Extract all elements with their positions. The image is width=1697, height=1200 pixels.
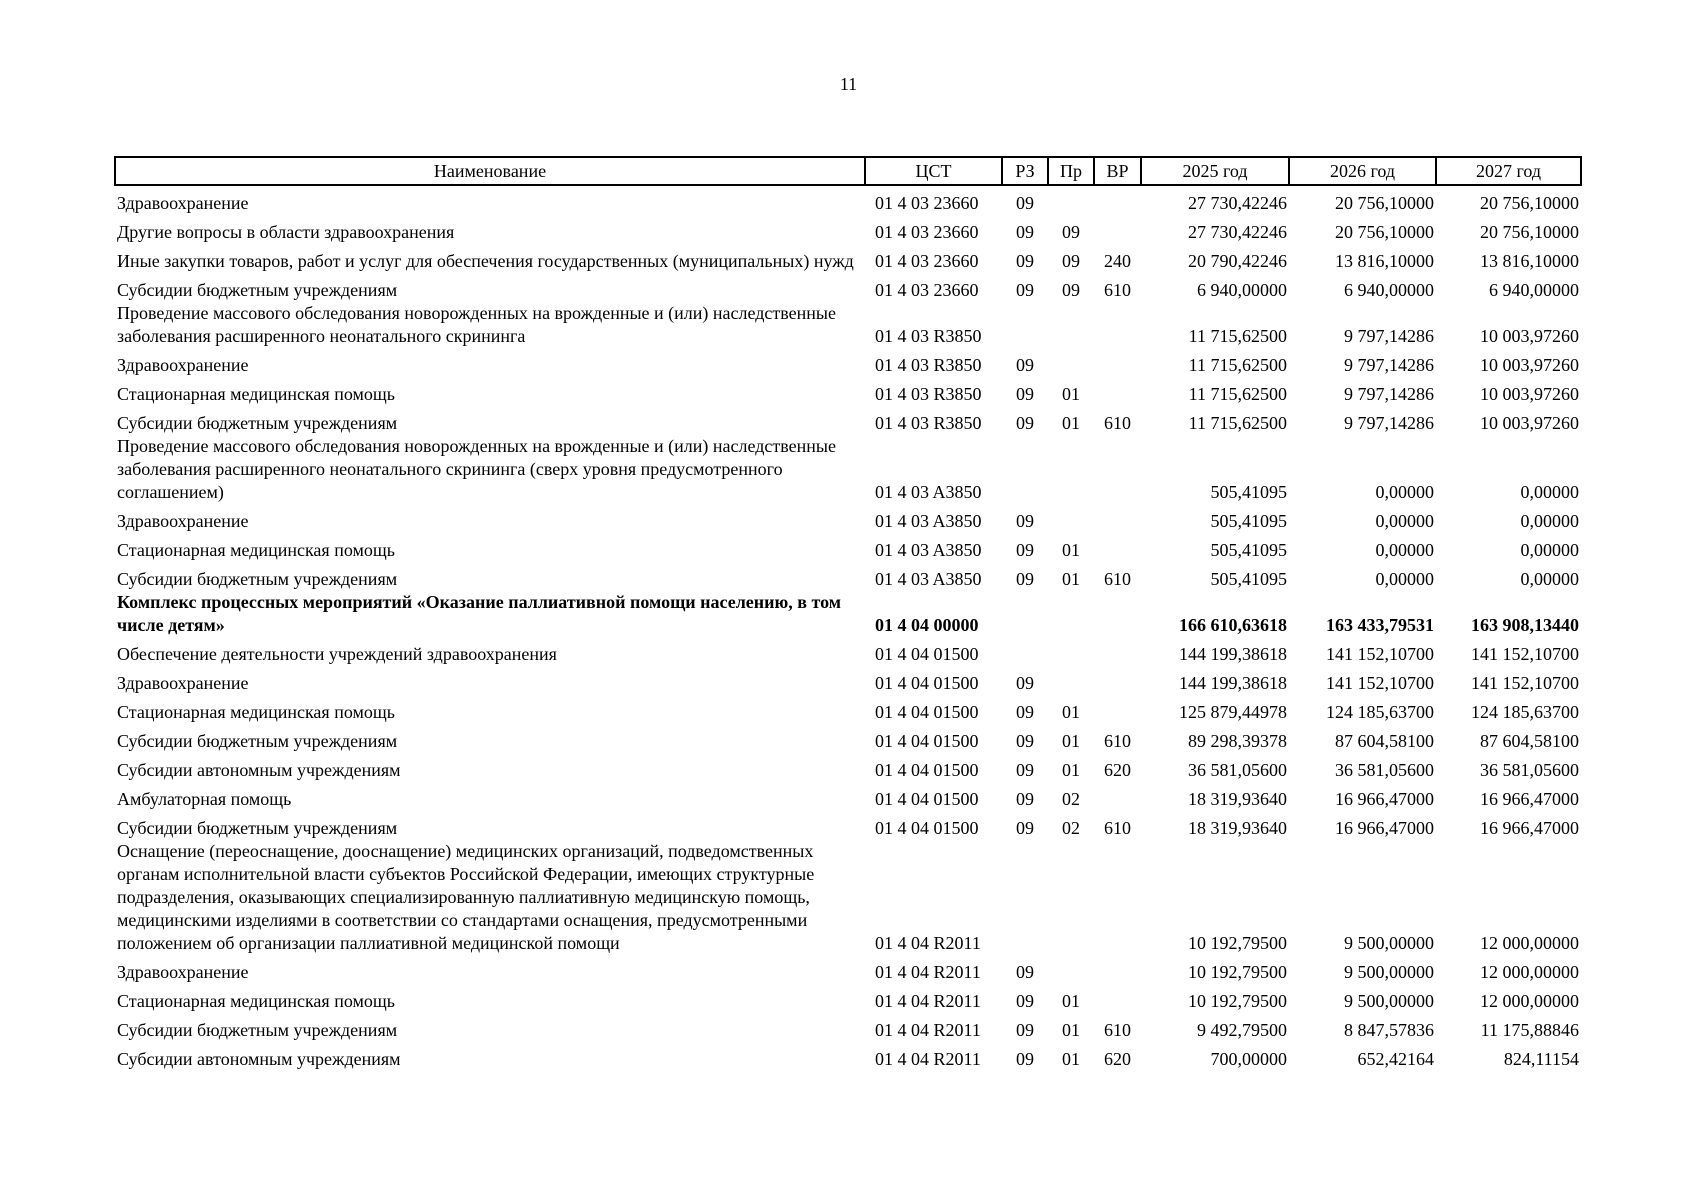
table-row	[115, 244, 1581, 273]
row-cst: 01 4 03 R3850	[875, 413, 982, 433]
row-rz: 09	[1016, 355, 1034, 375]
page-number: 11	[839, 74, 858, 94]
row-2026: 163 433,79531	[1326, 615, 1434, 635]
row-2025: 6 940,00000	[1197, 280, 1287, 300]
row-2025: 10 192,79500	[1188, 991, 1287, 1011]
row-2026: 9 500,00000	[1344, 962, 1434, 982]
row-name: Стационарная медицинская помощь	[117, 540, 395, 560]
row-2027: 6 940,00000	[1489, 280, 1579, 300]
row-2025: 505,41095	[1210, 482, 1287, 502]
row-rz: 09	[1016, 991, 1034, 1011]
row-2027: 11 175,88846	[1480, 1020, 1579, 1040]
row-2027: 824,11154	[1503, 1049, 1579, 1069]
row-cst: 01 4 04 R2011	[875, 962, 981, 982]
row-2027: 16 966,47000	[1480, 818, 1579, 838]
row-name: Субсидии автономным учреждениям	[117, 1049, 401, 1069]
row-cst: 01 4 03 23660	[875, 251, 979, 271]
row-2027: 0,00000	[1520, 482, 1579, 502]
row-vr	[1094, 955, 1141, 984]
row-name: Стационарная медицинская помощь	[117, 384, 395, 404]
row-rz: 09	[1016, 251, 1034, 271]
row-2026: 0,00000	[1375, 540, 1434, 560]
row-2027: 16 966,47000	[1480, 789, 1579, 809]
row-rz: 09	[1016, 280, 1034, 300]
row-cst: 01 4 03 A3850	[875, 482, 982, 502]
table-row	[115, 1042, 1581, 1071]
row-2026: 16 966,47000	[1335, 789, 1434, 809]
table-row	[115, 753, 1581, 782]
row-2026: 9 797,14286	[1344, 384, 1434, 404]
row-name: Субсидии бюджетным учреждениям	[117, 1020, 398, 1040]
row-2025: 36 581,05600	[1188, 760, 1287, 780]
table-row	[115, 955, 1581, 984]
row-rz: 09	[1016, 413, 1034, 433]
row-2025: 18 319,93640	[1188, 789, 1287, 809]
row-rz: 09	[1016, 673, 1034, 693]
row-name: Здравоохранение	[117, 193, 249, 213]
row-2026: 0,00000	[1375, 482, 1434, 502]
row-2025: 505,41095	[1210, 511, 1287, 531]
row-pr: 01	[1062, 760, 1080, 780]
row-2025: 144 199,38618	[1179, 644, 1287, 664]
row-vr	[1094, 840, 1141, 955]
table-header-row	[115, 157, 1581, 185]
row-pr	[1048, 348, 1094, 377]
row-pr: 01	[1062, 991, 1080, 1011]
table-row	[115, 302, 1581, 348]
row-vr	[1094, 348, 1141, 377]
row-vr	[1094, 695, 1141, 724]
row-2027: 20 756,10000	[1480, 222, 1579, 242]
row-rz: 09	[1016, 702, 1034, 722]
table-row	[115, 811, 1581, 840]
row-vr	[1094, 637, 1141, 666]
row-2026: 13 816,10000	[1335, 251, 1434, 271]
row-name: Здравоохранение	[117, 673, 249, 693]
row-name: Проведение массового обследования новорожденных на врожденные и (или) наследственные заболевания расширенного неонатального скрининга	[117, 303, 836, 346]
row-pr	[1048, 840, 1094, 955]
row-cst: 01 4 04 00000	[875, 615, 979, 635]
row-vr	[1094, 504, 1141, 533]
row-rz	[1002, 591, 1048, 637]
row-vr: 610	[1104, 731, 1131, 751]
row-pr: 01	[1062, 540, 1080, 560]
row-name: Стационарная медицинская помощь	[117, 991, 395, 1011]
row-2026: 9 797,14286	[1344, 326, 1434, 346]
row-vr: 610	[1104, 818, 1131, 838]
row-2027: 87 604,58100	[1480, 731, 1579, 751]
row-cst: 01 4 04 01500	[875, 760, 979, 780]
table-row	[115, 591, 1581, 637]
row-2025: 27 730,42246	[1188, 193, 1287, 213]
header-vr: ВР	[1094, 157, 1141, 185]
row-cst: 01 4 04 R2011	[875, 1049, 981, 1069]
row-2026: 20 756,10000	[1335, 193, 1434, 213]
row-pr	[1048, 302, 1094, 348]
table-row	[115, 1013, 1581, 1042]
row-2027: 13 816,10000	[1480, 251, 1579, 271]
row-2025: 11 715,62500	[1188, 384, 1287, 404]
row-2026: 141 152,10700	[1326, 644, 1434, 664]
row-name: Субсидии бюджетным учреждениям	[117, 280, 398, 300]
table-row	[115, 695, 1581, 724]
row-2025: 27 730,42246	[1188, 222, 1287, 242]
row-2027: 0,00000	[1520, 511, 1579, 531]
row-2025: 20 790,42246	[1188, 251, 1287, 271]
header-2025: 2025 год	[1141, 157, 1289, 185]
table-row	[115, 840, 1581, 955]
row-2026: 9 500,00000	[1344, 933, 1434, 953]
row-cst: 01 4 04 R2011	[875, 933, 981, 953]
row-rz: 09	[1016, 1020, 1034, 1040]
row-2027: 10 003,97260	[1480, 413, 1579, 433]
row-vr: 610	[1104, 1020, 1131, 1040]
row-2027: 163 908,13440	[1471, 615, 1579, 635]
table-row	[115, 273, 1581, 302]
header-2026: 2026 год	[1289, 157, 1436, 185]
budget-table	[114, 156, 1582, 1071]
table-row	[115, 504, 1581, 533]
row-vr	[1094, 782, 1141, 811]
row-cst: 01 4 03 23660	[875, 222, 979, 242]
row-name: Субсидии бюджетным учреждениям	[117, 413, 398, 433]
row-vr	[1094, 215, 1141, 244]
table-row	[115, 348, 1581, 377]
row-vr	[1094, 984, 1141, 1013]
row-name: Субсидии бюджетным учреждениям	[117, 731, 398, 751]
row-vr: 610	[1104, 569, 1131, 589]
row-2025: 11 715,62500	[1188, 326, 1287, 346]
row-name: Другие вопросы в области здравоохранения	[117, 222, 455, 242]
row-2027: 10 003,97260	[1480, 355, 1579, 375]
row-2025: 125 879,44978	[1179, 702, 1287, 722]
row-rz: 09	[1016, 384, 1034, 404]
row-2025: 10 192,79500	[1188, 962, 1287, 982]
row-vr	[1094, 435, 1141, 504]
row-2027: 12 000,00000	[1480, 991, 1579, 1011]
row-pr: 01	[1062, 1049, 1080, 1069]
row-2027: 36 581,05600	[1480, 760, 1579, 780]
row-2025: 700,00000	[1210, 1049, 1287, 1069]
table-row	[115, 637, 1581, 666]
row-vr	[1094, 533, 1141, 562]
row-2026: 36 581,05600	[1335, 760, 1434, 780]
header-cst: ЦСТ	[865, 157, 1002, 185]
row-vr: 610	[1104, 413, 1131, 433]
row-2027: 20 756,10000	[1480, 193, 1579, 213]
table-row	[115, 435, 1581, 504]
row-2027: 10 003,97260	[1480, 384, 1579, 404]
header-2027: 2027 год	[1436, 157, 1581, 185]
row-pr: 01	[1062, 731, 1080, 751]
row-cst: 01 4 03 A3850	[875, 540, 982, 560]
row-rz	[1002, 302, 1048, 348]
row-cst: 01 4 03 R3850	[875, 326, 982, 346]
table-row	[115, 666, 1581, 695]
row-name: Здравоохранение	[117, 962, 249, 982]
row-name: Амбулаторная помощь	[117, 789, 292, 809]
row-pr: 09	[1062, 251, 1080, 271]
row-2026: 124 185,63700	[1326, 702, 1434, 722]
row-2026: 87 604,58100	[1335, 731, 1434, 751]
row-rz: 09	[1016, 193, 1034, 213]
row-cst: 01 4 03 23660	[875, 280, 979, 300]
row-vr	[1094, 591, 1141, 637]
row-name: Стационарная медицинская помощь	[117, 702, 395, 722]
row-rz: 09	[1016, 789, 1034, 809]
row-vr: 620	[1104, 760, 1131, 780]
header-pr: Пр	[1048, 157, 1094, 185]
row-name: Здравоохранение	[117, 511, 249, 531]
row-rz	[1002, 435, 1048, 504]
row-cst: 01 4 04 01500	[875, 644, 979, 664]
header-rz: РЗ	[1002, 157, 1048, 185]
row-2025: 505,41095	[1210, 569, 1287, 589]
row-cst: 01 4 03 A3850	[875, 569, 982, 589]
row-pr: 09	[1062, 280, 1080, 300]
table-row	[115, 984, 1581, 1013]
row-pr: 01	[1062, 702, 1080, 722]
table-body	[115, 185, 1581, 1071]
row-rz	[1002, 637, 1048, 666]
row-name: Обеспечение деятельности учреждений здравоохранения	[117, 644, 557, 664]
row-pr: 09	[1062, 222, 1080, 242]
row-2025: 11 715,62500	[1188, 413, 1287, 433]
row-name: Оснащение (переоснащение, дооснащение) медицинских организаций, подведомственных органам исполнительной власти субъектов Российской Федерации, имеющих структурные подразделения, оказывающих специализированную паллиативную медицинскую помощь, медицинскими изделиями в соответствии со стандартами оснащения, предусмотренными положением об организации паллиативной медицинской помощи	[117, 841, 815, 953]
row-2027: 12 000,00000	[1480, 962, 1579, 982]
row-pr	[1048, 185, 1094, 215]
row-2027: 10 003,97260	[1480, 326, 1579, 346]
row-pr	[1048, 955, 1094, 984]
row-name: Субсидии бюджетным учреждениям	[117, 818, 398, 838]
row-2026: 6 940,00000	[1344, 280, 1434, 300]
table-row	[115, 782, 1581, 811]
row-pr: 01	[1062, 413, 1080, 433]
row-2026: 8 847,57836	[1344, 1020, 1434, 1040]
row-cst: 01 4 04 01500	[875, 702, 979, 722]
row-2027: 0,00000	[1520, 569, 1579, 589]
row-vr	[1094, 377, 1141, 406]
row-pr	[1048, 504, 1094, 533]
row-cst: 01 4 03 A3850	[875, 511, 982, 531]
row-cst: 01 4 04 01500	[875, 818, 979, 838]
row-2027: 141 152,10700	[1471, 644, 1579, 664]
row-vr	[1094, 185, 1141, 215]
row-cst: 01 4 04 01500	[875, 789, 979, 809]
row-2026: 9 797,14286	[1344, 413, 1434, 433]
row-pr: 02	[1062, 818, 1080, 838]
row-vr: 610	[1104, 280, 1131, 300]
row-pr	[1048, 435, 1094, 504]
row-cst: 01 4 04 01500	[875, 731, 979, 751]
row-2025: 18 319,93640	[1188, 818, 1287, 838]
row-name: Проведение массового обследования новорожденных на врожденные и (или) наследственные заболевания расширенного неонатального скрининга (сверх уровня предусмотренного соглашением)	[117, 436, 836, 502]
row-pr: 01	[1062, 1020, 1080, 1040]
row-2026: 9 500,00000	[1344, 991, 1434, 1011]
row-2025: 505,41095	[1210, 540, 1287, 560]
row-name: Комплекс процессных мероприятий «Оказание паллиативной помощи населению, в том числе детям»	[117, 592, 842, 635]
row-name: Субсидии автономным учреждениям	[117, 760, 401, 780]
row-pr: 01	[1062, 569, 1080, 589]
row-name: Здравоохранение	[117, 355, 249, 375]
header-name: Наименование	[115, 157, 865, 185]
row-2025: 166 610,63618	[1179, 615, 1287, 635]
row-2026: 20 756,10000	[1335, 222, 1434, 242]
row-2025: 9 492,79500	[1197, 1020, 1287, 1040]
row-2027: 0,00000	[1520, 540, 1579, 560]
table-row	[115, 185, 1581, 215]
table-row	[115, 724, 1581, 753]
row-2027: 12 000,00000	[1480, 933, 1579, 953]
row-2025: 10 192,79500	[1188, 933, 1287, 953]
row-rz: 09	[1016, 962, 1034, 982]
row-vr	[1094, 666, 1141, 695]
row-vr: 620	[1104, 1049, 1131, 1069]
row-2026: 0,00000	[1375, 569, 1434, 589]
row-name: Субсидии бюджетным учреждениям	[117, 569, 398, 589]
row-rz: 09	[1016, 540, 1034, 560]
row-cst: 01 4 03 23660	[875, 193, 979, 213]
row-cst: 01 4 04 01500	[875, 673, 979, 693]
table-row	[115, 533, 1581, 562]
row-2025: 144 199,38618	[1179, 673, 1287, 693]
row-2027: 141 152,10700	[1471, 673, 1579, 693]
row-rz: 09	[1016, 1049, 1034, 1069]
row-rz: 09	[1016, 569, 1034, 589]
row-2025: 89 298,39378	[1188, 731, 1287, 751]
row-2026: 16 966,47000	[1335, 818, 1434, 838]
row-2027: 124 185,63700	[1471, 702, 1579, 722]
row-pr	[1048, 591, 1094, 637]
row-name: Иные закупки товаров, работ и услуг для обеспечения государственных (муниципальных) нужд	[117, 251, 854, 271]
row-pr: 02	[1062, 789, 1080, 809]
row-pr: 01	[1062, 384, 1080, 404]
table-row	[115, 562, 1581, 591]
table-row	[115, 377, 1581, 406]
row-rz: 09	[1016, 511, 1034, 531]
row-2026: 0,00000	[1375, 511, 1434, 531]
row-2026: 652,42164	[1357, 1049, 1434, 1069]
table-row	[115, 406, 1581, 435]
row-cst: 01 4 03 R3850	[875, 355, 982, 375]
row-cst: 01 4 04 R2011	[875, 991, 981, 1011]
row-2026: 9 797,14286	[1344, 355, 1434, 375]
row-rz	[1002, 840, 1048, 955]
row-rz: 09	[1016, 222, 1034, 242]
row-2025: 11 715,62500	[1188, 355, 1287, 375]
row-rz: 09	[1016, 731, 1034, 751]
table-row	[115, 215, 1581, 244]
row-pr	[1048, 637, 1094, 666]
row-vr	[1094, 302, 1141, 348]
row-2026: 141 152,10700	[1326, 673, 1434, 693]
row-rz: 09	[1016, 818, 1034, 838]
row-cst: 01 4 03 R3850	[875, 384, 982, 404]
row-cst: 01 4 04 R2011	[875, 1020, 981, 1040]
row-vr: 240	[1104, 251, 1131, 271]
row-pr	[1048, 666, 1094, 695]
row-rz: 09	[1016, 760, 1034, 780]
